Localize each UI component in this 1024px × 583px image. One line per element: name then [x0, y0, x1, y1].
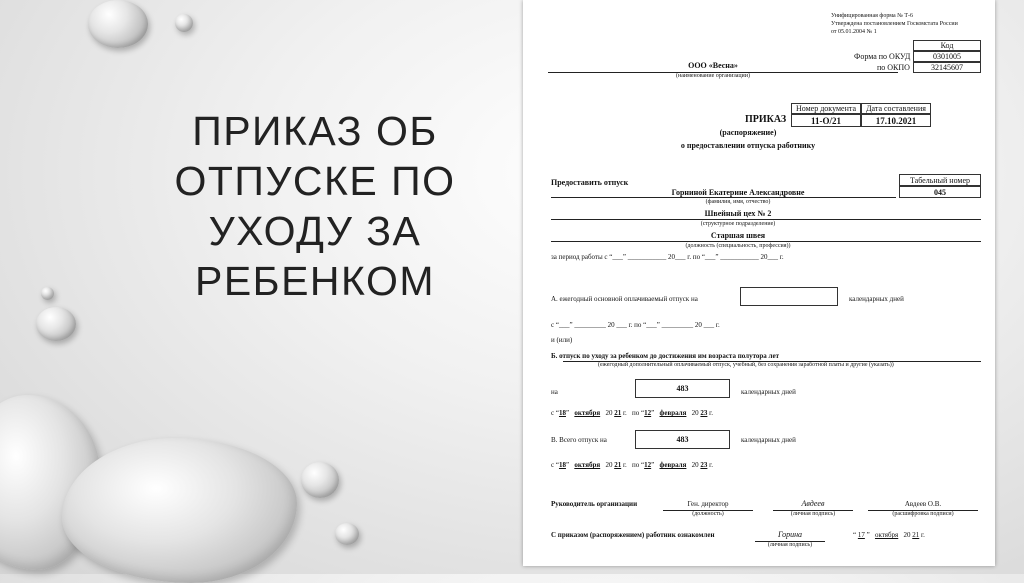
- water-drop-decoration: [36, 307, 76, 341]
- head-label: Руководитель организации: [551, 500, 638, 508]
- position-caption: (должность (специальность, профессия)): [685, 243, 791, 249]
- from-year: 21: [614, 461, 622, 469]
- work-period-line: за период работы с “___” ___________ 20___ г. по “___” ___________ 20___ г.: [551, 253, 784, 261]
- head-name-caption: (расшифровка подписи): [892, 511, 954, 517]
- form-note-line: Утверждена постановлением Госкомстата России: [831, 21, 958, 27]
- leave-order-form: [523, 0, 995, 566]
- water-drop-decoration: [335, 523, 359, 545]
- water-drop-decoration: [41, 287, 54, 300]
- org-name: ООО «Весна»: [688, 61, 738, 70]
- head-name: Авдеев О.В.: [904, 500, 942, 508]
- calendar-days-label: календарных дней: [741, 388, 796, 396]
- calendar-days-label: календарных дней: [741, 436, 796, 444]
- section-v-days: 483: [635, 430, 730, 449]
- from-month: октября: [574, 409, 601, 417]
- employee-name: Горниной Екатерине Александровне: [671, 188, 805, 197]
- code-header: Код: [913, 40, 981, 51]
- head-position-caption: (должность): [692, 511, 724, 517]
- to-month: февраля: [659, 461, 687, 469]
- section-b-na: на: [551, 388, 558, 396]
- section-v-label: В. Всего отпуск на: [551, 436, 607, 444]
- okud-code: 0301005: [913, 51, 981, 62]
- and-or-label: и (или): [551, 336, 573, 344]
- from-day: 18: [558, 409, 566, 417]
- section-b-days: 483: [635, 379, 730, 398]
- head-position: Ген. директор: [687, 500, 729, 508]
- to-year: 23: [700, 461, 708, 469]
- section-b-dates: с “18” октября 20 21 г. по “12” февраля 20 23 г.: [551, 409, 713, 417]
- doc-date: 17.10.2021: [861, 114, 931, 127]
- section-a-days: [740, 287, 838, 306]
- water-drop-decoration: [301, 462, 339, 498]
- ack-signature-caption: (личная подпись): [767, 542, 813, 548]
- department-caption: (структурное подразделение): [700, 221, 776, 227]
- to-day: 12: [644, 461, 652, 469]
- employee-caption: (фамилия, имя, отчество): [705, 199, 771, 205]
- head-signature-caption: (личная подпись): [790, 511, 836, 517]
- section-a-dates: с “___” _________ 20 ___ г. по “___” _________ 20 ___ г.: [551, 321, 720, 329]
- grant-label: Предоставить отпуск: [551, 178, 629, 187]
- okpo-code: 32145607: [913, 62, 981, 73]
- section-b-caption: (ежегодный дополнительный оплачиваемый отпуск, учебный, без сохранения заработной платы и другие (указать)): [598, 362, 894, 368]
- doc-number-header: Номер документа: [791, 103, 861, 114]
- from-day: 18: [558, 461, 566, 469]
- doc-number: 11-О/21: [791, 114, 861, 127]
- form-note-line: Унифицированная форма № Т-6: [831, 13, 914, 19]
- ack-label: С приказом (распоряжением) работник ознакомлен: [551, 531, 715, 539]
- okpo-label: по ОКПО: [877, 63, 910, 72]
- tab-number: 045: [899, 186, 981, 198]
- section-v-dates: с “18” октября 20 21 г. по “12” февраля 20 23 г.: [551, 461, 713, 469]
- order-subtitle: (распоряжение): [719, 128, 777, 137]
- from-year: 21: [614, 409, 622, 417]
- org-caption: (наименование организации): [676, 73, 750, 79]
- position: Старшая швея: [710, 231, 766, 240]
- order-about: о предоставлении отпуска работнику: [680, 141, 816, 150]
- to-day: 12: [644, 409, 652, 417]
- from-month: октября: [574, 461, 601, 469]
- tab-number-header: Табельный номер: [899, 174, 981, 186]
- order-word: ПРИКАЗ: [745, 114, 787, 125]
- water-drop-decoration: [175, 14, 193, 32]
- ack-date: “ 17 ” октября 20 21 г.: [853, 531, 925, 539]
- department: Швейный цех № 2: [704, 209, 772, 218]
- water-drop-decoration: [88, 0, 148, 48]
- ack-signature: Горина: [777, 530, 803, 539]
- doc-date-header: Дата составления: [861, 103, 931, 114]
- head-signature: Авдеев: [801, 499, 825, 508]
- to-year: 23: [700, 409, 708, 417]
- section-a-label: А. ежегодный основной оплачиваемый отпуск на: [551, 295, 698, 303]
- calendar-days-label: календарных дней: [849, 295, 904, 303]
- to-month: февраля: [659, 409, 687, 417]
- slide-title: ПРИКАЗ ОБ ОТПУСКЕ ПО УХОДУ ЗА РЕБЕНКОМ: [174, 108, 456, 304]
- water-blob-decoration: [62, 438, 297, 583]
- form-note-line: от 05.01.2004 № 1: [831, 29, 877, 35]
- okud-label: Форма по ОКУД: [854, 52, 911, 61]
- section-b-label: Б. отпуск по уходу за ребенком до достижения им возраста полутора лет: [551, 352, 780, 360]
